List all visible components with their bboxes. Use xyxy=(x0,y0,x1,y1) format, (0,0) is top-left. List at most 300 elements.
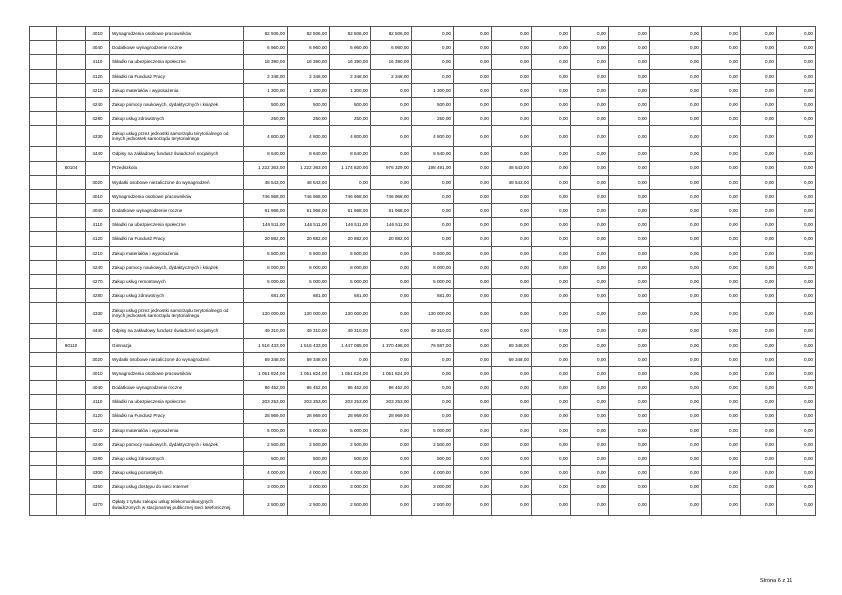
dzial-cell xyxy=(30,204,57,218)
table-row xyxy=(30,189,816,203)
value-cell: 0,00 xyxy=(741,338,777,352)
value-cell: 82 506,00 xyxy=(244,27,288,41)
value-cell: 0,00 xyxy=(412,409,454,423)
dzial-cell xyxy=(30,55,57,69)
value-cell: 2 500,00 xyxy=(412,494,454,515)
table-row xyxy=(30,275,816,289)
value-cell: 0,00 xyxy=(702,260,741,274)
value-cell: 0,00 xyxy=(492,27,532,41)
value-cell: 0,00 xyxy=(492,126,532,147)
value-cell: 0,00 xyxy=(532,97,571,111)
rozdzial-cell xyxy=(57,466,86,480)
rozdzial-cell xyxy=(57,452,86,466)
value-cell: 0,00 xyxy=(650,466,702,480)
value-cell: 0,00 xyxy=(777,423,816,437)
value-cell: 0,00 xyxy=(492,41,532,55)
value-cell: 0,00 xyxy=(777,395,816,409)
value-cell: 0,00 xyxy=(741,83,777,97)
value-cell: 0,00 xyxy=(492,324,532,338)
value-cell: 0,00 xyxy=(609,437,650,451)
value-cell: 1 051 824,00 xyxy=(330,366,371,380)
value-cell: 48 543,00 xyxy=(244,175,288,189)
value-cell: 86 452,00 xyxy=(288,381,330,395)
value-cell: 0,00 xyxy=(571,218,609,232)
value-cell: 0,00 xyxy=(454,303,492,324)
value-cell: 82 506,00 xyxy=(371,27,412,41)
table-row xyxy=(30,409,816,423)
value-cell: 1 051 824,00 xyxy=(244,366,288,380)
value-cell: 0,00 xyxy=(571,189,609,203)
value-cell: 203 253,00 xyxy=(244,395,288,409)
value-cell: 0,00 xyxy=(609,27,650,41)
budget-table xyxy=(29,26,816,516)
table-row xyxy=(30,338,816,352)
value-cell: 146 511,00 xyxy=(330,218,371,232)
value-cell: 0,00 xyxy=(492,409,532,423)
value-cell: 0,00 xyxy=(609,381,650,395)
value-cell: 2 500,00 xyxy=(412,437,454,451)
value-cell: 250,00 xyxy=(412,112,454,126)
paragraf-cell: 4240 xyxy=(86,437,110,451)
value-cell: 0,00 xyxy=(609,189,650,203)
value-cell: 0,00 xyxy=(741,303,777,324)
value-cell: 0,00 xyxy=(777,97,816,111)
value-cell: 0,00 xyxy=(532,303,571,324)
value-cell: 500,00 xyxy=(288,452,330,466)
value-cell: 0,00 xyxy=(454,366,492,380)
rozdzial-cell xyxy=(57,27,86,41)
description-cell: Składki na ubezpieczenia społeczne xyxy=(110,218,244,232)
value-cell: 0,00 xyxy=(777,246,816,260)
value-cell: 0,00 xyxy=(777,112,816,126)
value-cell: 0,00 xyxy=(371,246,412,260)
value-cell: 8 640,00 xyxy=(244,147,288,161)
description-cell: Gimnazja xyxy=(110,338,244,352)
value-cell: 0,00 xyxy=(492,452,532,466)
value-cell: 0,00 xyxy=(571,232,609,246)
value-cell: 0,00 xyxy=(741,246,777,260)
value-cell: 0,00 xyxy=(609,480,650,494)
table-row xyxy=(30,41,816,55)
value-cell: 0,00 xyxy=(650,55,702,69)
value-cell: 0,00 xyxy=(492,112,532,126)
value-cell: 0,00 xyxy=(741,55,777,69)
value-cell: 0,00 xyxy=(454,409,492,423)
value-cell: 0,00 xyxy=(454,494,492,515)
table-row xyxy=(30,352,816,366)
paragraf-cell: 4010 xyxy=(86,189,110,203)
paragraf-cell: 4040 xyxy=(86,204,110,218)
value-cell: 28 969,00 xyxy=(244,409,288,423)
value-cell: 0,00 xyxy=(741,480,777,494)
value-cell: 0,00 xyxy=(702,69,741,83)
value-cell: 0,00 xyxy=(609,83,650,97)
value-cell: 0,00 xyxy=(741,69,777,83)
value-cell: 0,00 xyxy=(412,175,454,189)
value-cell: 0,00 xyxy=(702,232,741,246)
value-cell: 0,00 xyxy=(571,423,609,437)
value-cell: 0,00 xyxy=(492,437,532,451)
paragraf-cell: 4040 xyxy=(86,381,110,395)
value-cell: 0,00 xyxy=(412,27,454,41)
description-cell: Opłaty z tytułu zakupu usług telekomunikacyjnych świadczonych w stacjonarnej publicznej sieci telefonicznej. xyxy=(110,494,244,515)
value-cell: 8 640,00 xyxy=(288,147,330,161)
table-row xyxy=(30,126,816,147)
value-cell: 0,00 xyxy=(571,175,609,189)
table-row xyxy=(30,69,816,83)
value-cell: 0,00 xyxy=(609,147,650,161)
value-cell: 20 882,00 xyxy=(288,232,330,246)
value-cell: 4 800,00 xyxy=(288,126,330,147)
value-cell: 0,00 xyxy=(777,232,816,246)
dzial-cell xyxy=(30,161,57,175)
description-cell: Dodatkowe wynagrodzenie roczne xyxy=(110,381,244,395)
value-cell: 28 969,00 xyxy=(288,409,330,423)
table-row xyxy=(30,466,816,480)
table-row xyxy=(30,175,816,189)
value-cell: 16 390,00 xyxy=(330,55,371,69)
value-cell: 0,00 xyxy=(777,352,816,366)
value-cell: 0,00 xyxy=(454,466,492,480)
value-cell: 0,00 xyxy=(571,303,609,324)
value-cell: 0,00 xyxy=(702,395,741,409)
value-cell: 0,00 xyxy=(571,381,609,395)
value-cell: 0,00 xyxy=(702,126,741,147)
paragraf-cell xyxy=(86,161,110,175)
value-cell: 0,00 xyxy=(532,423,571,437)
dzial-cell xyxy=(30,366,57,380)
dzial-cell xyxy=(30,97,57,111)
value-cell: 0,00 xyxy=(571,437,609,451)
value-cell: 0,00 xyxy=(532,366,571,380)
rozdzial-cell xyxy=(57,83,86,97)
paragraf-cell: 4280 xyxy=(86,289,110,303)
value-cell: 203 253,00 xyxy=(371,395,412,409)
value-cell: 0,00 xyxy=(454,147,492,161)
value-cell: 0,00 xyxy=(650,275,702,289)
paragraf-cell: 4240 xyxy=(86,97,110,111)
value-cell: 5 000,00 xyxy=(288,275,330,289)
value-cell: 69 348,00 xyxy=(288,352,330,366)
value-cell: 0,00 xyxy=(371,437,412,451)
value-cell: 0,00 xyxy=(532,480,571,494)
description-cell: Składki na ubezpieczenia społeczne xyxy=(110,395,244,409)
value-cell: 0,00 xyxy=(492,69,532,83)
value-cell: 20 882,00 xyxy=(244,232,288,246)
value-cell: 0,00 xyxy=(492,381,532,395)
table-row xyxy=(30,55,816,69)
paragraf-cell: 4440 xyxy=(86,147,110,161)
value-cell: 0,00 xyxy=(571,466,609,480)
value-cell: 6 960,00 xyxy=(330,41,371,55)
dzial-cell xyxy=(30,395,57,409)
value-cell: 0,00 xyxy=(571,27,609,41)
value-cell: 0,00 xyxy=(532,218,571,232)
paragraf-cell: 4370 xyxy=(86,494,110,515)
dzial-cell xyxy=(30,423,57,437)
value-cell: 82 506,00 xyxy=(330,27,371,41)
value-cell: 0,00 xyxy=(371,324,412,338)
value-cell: 0,00 xyxy=(777,161,816,175)
value-cell: 0,00 xyxy=(702,381,741,395)
value-cell: 0,00 xyxy=(650,395,702,409)
rozdzial-cell xyxy=(57,395,86,409)
value-cell: 500,00 xyxy=(412,452,454,466)
rozdzial-cell xyxy=(57,480,86,494)
value-cell: 1 300,00 xyxy=(330,83,371,97)
value-cell: 0,00 xyxy=(702,352,741,366)
value-cell: 86 452,00 xyxy=(371,381,412,395)
value-cell: 0,00 xyxy=(702,41,741,55)
value-cell: 0,00 xyxy=(532,55,571,69)
value-cell: 0,00 xyxy=(532,189,571,203)
value-cell: 0,00 xyxy=(702,437,741,451)
value-cell: 0,00 xyxy=(650,126,702,147)
value-cell: 0,00 xyxy=(650,161,702,175)
value-cell: 0,00 xyxy=(454,452,492,466)
value-cell: 681,00 xyxy=(288,289,330,303)
value-cell: 500,00 xyxy=(330,97,371,111)
value-cell: 0,00 xyxy=(741,232,777,246)
value-cell: 2 500,00 xyxy=(288,494,330,515)
rozdzial-cell xyxy=(57,324,86,338)
value-cell: 5 500,00 xyxy=(412,246,454,260)
value-cell: 0,00 xyxy=(609,452,650,466)
rozdzial-cell xyxy=(57,147,86,161)
description-cell: Dodatkowe wynagrodzenie roczne xyxy=(110,204,244,218)
description-cell: Zakup usług zdrowotnych xyxy=(110,452,244,466)
description-cell: Zakup usług dostępu do sieci Internet xyxy=(110,480,244,494)
value-cell: 2 348,00 xyxy=(244,69,288,83)
value-cell: 5 000,00 xyxy=(412,275,454,289)
value-cell: 0,00 xyxy=(492,147,532,161)
description-cell: Dodatkowe wynagrodzenie roczne xyxy=(110,41,244,55)
value-cell: 0,00 xyxy=(702,423,741,437)
value-cell: 0,00 xyxy=(650,204,702,218)
value-cell: 0,00 xyxy=(650,69,702,83)
value-cell: 0,00 xyxy=(412,395,454,409)
value-cell: 146 511,00 xyxy=(371,218,412,232)
value-cell: 0,00 xyxy=(650,260,702,274)
value-cell: 0,00 xyxy=(492,423,532,437)
value-cell: 2 348,00 xyxy=(371,69,412,83)
rozdzial-cell xyxy=(57,112,86,126)
value-cell: 0,00 xyxy=(371,466,412,480)
value-cell: 0,00 xyxy=(330,352,371,366)
paragraf-cell: 4110 xyxy=(86,55,110,69)
paragraf-cell xyxy=(86,338,110,352)
value-cell: 0,00 xyxy=(371,126,412,147)
dzial-cell xyxy=(30,289,57,303)
value-cell: 0,00 xyxy=(532,338,571,352)
rozdzial-cell xyxy=(57,260,86,274)
value-cell: 0,00 xyxy=(532,452,571,466)
dzial-cell xyxy=(30,303,57,324)
value-cell: 0,00 xyxy=(741,97,777,111)
value-cell: 198 491,00 xyxy=(412,161,454,175)
value-cell: 0,00 xyxy=(454,27,492,41)
paragraf-cell: 4280 xyxy=(86,112,110,126)
value-cell: 500,00 xyxy=(412,97,454,111)
value-cell: 0,00 xyxy=(454,112,492,126)
description-cell: Zakup materiałów i wyposażenia xyxy=(110,423,244,437)
paragraf-cell: 4330 xyxy=(86,126,110,147)
value-cell: 0,00 xyxy=(702,275,741,289)
value-cell: 0,00 xyxy=(330,175,371,189)
paragraf-cell: 4110 xyxy=(86,395,110,409)
dzial-cell xyxy=(30,338,57,352)
value-cell: 0,00 xyxy=(454,275,492,289)
value-cell: 0,00 xyxy=(650,189,702,203)
value-cell: 0,00 xyxy=(454,232,492,246)
value-cell: 0,00 xyxy=(571,69,609,83)
table-row xyxy=(30,324,816,338)
value-cell: 0,00 xyxy=(371,147,412,161)
paragraf-cell: 4040 xyxy=(86,41,110,55)
value-cell: 0,00 xyxy=(777,189,816,203)
value-cell: 0,00 xyxy=(492,480,532,494)
rozdzial-cell xyxy=(57,275,86,289)
value-cell: 0,00 xyxy=(777,409,816,423)
value-cell: 0,00 xyxy=(454,289,492,303)
value-cell: 0,00 xyxy=(650,452,702,466)
value-cell: 0,00 xyxy=(532,83,571,97)
value-cell: 0,00 xyxy=(454,395,492,409)
value-cell: 0,00 xyxy=(454,352,492,366)
value-cell: 0,00 xyxy=(777,218,816,232)
value-cell: 0,00 xyxy=(609,494,650,515)
value-cell: 0,00 xyxy=(454,126,492,147)
value-cell: 20 882,00 xyxy=(371,232,412,246)
value-cell: 0,00 xyxy=(741,204,777,218)
value-cell: 0,00 xyxy=(609,275,650,289)
value-cell: 0,00 xyxy=(609,175,650,189)
value-cell: 2 500,00 xyxy=(330,437,371,451)
value-cell: 146 511,00 xyxy=(288,218,330,232)
value-cell: 0,00 xyxy=(741,452,777,466)
value-cell: 0,00 xyxy=(741,395,777,409)
value-cell: 48 543,00 xyxy=(492,175,532,189)
rozdzial-cell xyxy=(57,303,86,324)
value-cell: 0,00 xyxy=(532,41,571,55)
value-cell: 6 960,00 xyxy=(288,41,330,55)
value-cell: 0,00 xyxy=(741,218,777,232)
value-cell: 0,00 xyxy=(777,338,816,352)
value-cell: 0,00 xyxy=(702,161,741,175)
value-cell: 86 452,00 xyxy=(330,381,371,395)
value-cell: 0,00 xyxy=(741,352,777,366)
description-cell: Odpisy na zakładowy fundusz świadczeń socjalnych xyxy=(110,147,244,161)
rozdzial-cell xyxy=(57,246,86,260)
dzial-cell xyxy=(30,494,57,515)
value-cell: 1 051 824,00 xyxy=(371,366,412,380)
dzial-cell xyxy=(30,381,57,395)
value-cell: 0,00 xyxy=(571,112,609,126)
description-cell: Składki na Fundusz Pracy xyxy=(110,232,244,246)
value-cell: 0,00 xyxy=(702,246,741,260)
value-cell: 0,00 xyxy=(454,381,492,395)
value-cell: 0,00 xyxy=(650,232,702,246)
value-cell: 0,00 xyxy=(650,289,702,303)
table-row xyxy=(30,246,816,260)
dzial-cell xyxy=(30,69,57,83)
table-row xyxy=(30,147,816,161)
value-cell: 0,00 xyxy=(371,289,412,303)
value-cell: 0,00 xyxy=(650,27,702,41)
value-cell: 0,00 xyxy=(609,423,650,437)
value-cell: 0,00 xyxy=(702,466,741,480)
table-row xyxy=(30,480,816,494)
value-cell: 0,00 xyxy=(532,352,571,366)
value-cell: 0,00 xyxy=(571,97,609,111)
value-cell: 0,00 xyxy=(571,41,609,55)
value-cell: 0,00 xyxy=(702,112,741,126)
value-cell: 0,00 xyxy=(412,218,454,232)
value-cell: 3 000,00 xyxy=(330,480,371,494)
value-cell: 5 000,00 xyxy=(330,423,371,437)
value-cell: 0,00 xyxy=(650,246,702,260)
description-cell: Zakup usług remontowych xyxy=(110,275,244,289)
value-cell: 0,00 xyxy=(454,324,492,338)
value-cell: 0,00 xyxy=(741,126,777,147)
table-body xyxy=(30,27,816,516)
value-cell: 0,00 xyxy=(650,147,702,161)
value-cell: 0,00 xyxy=(454,83,492,97)
paragraf-cell: 4110 xyxy=(86,218,110,232)
value-cell: 0,00 xyxy=(609,338,650,352)
value-cell: 1 222 363,00 xyxy=(244,161,288,175)
value-cell: 0,00 xyxy=(454,218,492,232)
rozdzial-cell xyxy=(57,97,86,111)
value-cell: 4 800,00 xyxy=(244,126,288,147)
dzial-cell xyxy=(30,480,57,494)
value-cell: 0,00 xyxy=(571,338,609,352)
value-cell: 0,00 xyxy=(532,324,571,338)
value-cell: 0,00 xyxy=(609,409,650,423)
description-cell: Zakup pomocy naukowych, dydaktycznych i książek xyxy=(110,97,244,111)
value-cell: 0,00 xyxy=(371,494,412,515)
dzial-cell xyxy=(30,275,57,289)
value-cell: 0,00 xyxy=(777,381,816,395)
table-row xyxy=(30,97,816,111)
value-cell: 203 253,00 xyxy=(288,395,330,409)
value-cell: 0,00 xyxy=(412,55,454,69)
value-cell: 2 500,00 xyxy=(288,437,330,451)
value-cell: 0,00 xyxy=(609,97,650,111)
value-cell: 0,00 xyxy=(702,189,741,203)
value-cell: 0,00 xyxy=(650,175,702,189)
table-row xyxy=(30,83,816,97)
value-cell: 0,00 xyxy=(702,366,741,380)
value-cell: 0,00 xyxy=(532,147,571,161)
dzial-cell xyxy=(30,452,57,466)
value-cell: 76 587,00 xyxy=(412,338,454,352)
value-cell: 0,00 xyxy=(412,366,454,380)
value-cell: 0,00 xyxy=(741,494,777,515)
rozdzial-cell xyxy=(57,289,86,303)
value-cell: 48 543,00 xyxy=(288,175,330,189)
paragraf-cell: 4240 xyxy=(86,260,110,274)
value-cell: 0,00 xyxy=(492,366,532,380)
value-cell: 130 000,00 xyxy=(412,303,454,324)
value-cell: 0,00 xyxy=(609,395,650,409)
rozdzial-cell xyxy=(57,126,86,147)
value-cell: 0,00 xyxy=(702,303,741,324)
value-cell: 0,00 xyxy=(777,466,816,480)
value-cell: 49 310,00 xyxy=(330,324,371,338)
value-cell: 0,00 xyxy=(571,324,609,338)
value-cell: 28 969,00 xyxy=(371,409,412,423)
